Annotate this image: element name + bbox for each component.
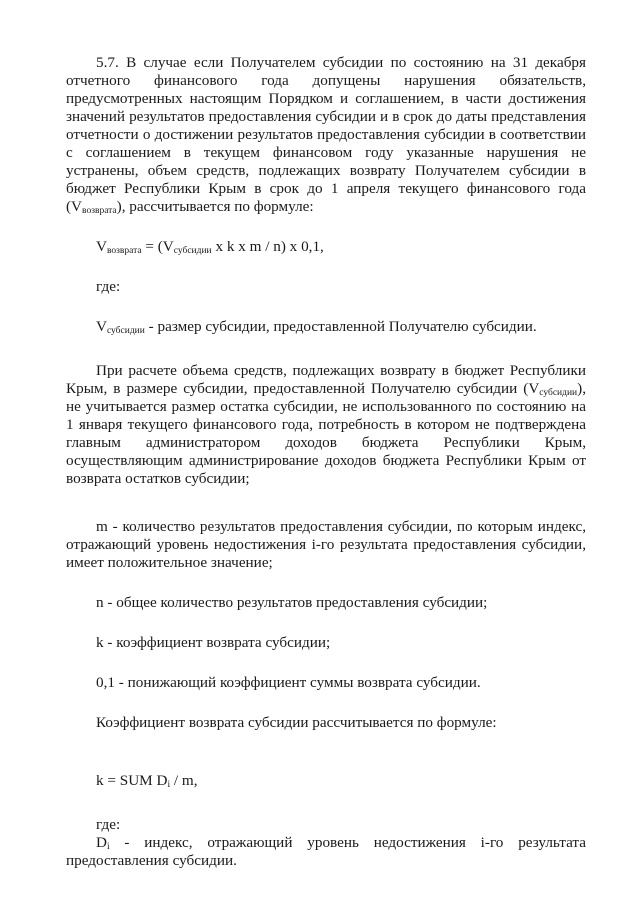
formula-sub-subsidii: субсидии <box>173 246 212 256</box>
formula-tail: x k x m / n) x 0,1, <box>211 238 324 255</box>
where-label-2: где: <box>96 816 121 833</box>
formula-return-volume <box>66 238 586 256</box>
formula-v: V <box>96 238 107 255</box>
paragraph-calculation <box>66 362 586 488</box>
formula-sub-vozvrata: возврата <box>106 246 142 256</box>
definition-v: V <box>96 318 107 335</box>
definition-d <box>66 834 586 870</box>
document-page <box>66 54 586 870</box>
paragraph-calculation-sub: субсидии <box>539 388 578 398</box>
definition-v-subsidii <box>66 318 586 336</box>
formula-k-sub: i <box>167 780 171 790</box>
formula-k <box>66 772 586 790</box>
paragraph-5-7-text-a: 5.7. В случае если Получателем субсидии по состоянию на 31 декабря отчетного финансового года допущены нарушения обязательств, предусмотренных настоящим Порядком и соглашением, в части достижения значений результатов предоставления субсидии и в срок до даты представления отчетности о достижении результатов предоставления субсидии в соответствии с соглашением в текущем финансовом году указанные нарушения не устранены, объем средств, подлежащих возврату Получателем субсидии в бюджет Республики Крым в срок до 1 апреля текущего финансового года (V <box>66 54 586 215</box>
where-label-1: где: <box>96 278 121 295</box>
definition-n: n - общее количество результатов предоставления субсидии; <box>96 594 488 611</box>
definition-m: m - количество результатов предоставления субсидии, по которым индекс, отражающий уровень недостижения i-го результата предоставления субсидии, имеет положительное значение; <box>66 518 586 571</box>
formula-k-lead: k = SUM D <box>96 772 168 789</box>
formula-mid: = (V <box>141 238 174 255</box>
definition-d-sub: i <box>106 842 110 852</box>
definition-d-letter: D <box>96 834 107 851</box>
definition-coefficient: 0,1 - понижающий коэффициент суммы возврата субсидии. <box>96 674 481 691</box>
paragraph-calculation-text-b: ), не учитывается размер остатка субсидии, не использованного по состоянию на 1 января текущего финансового года, потребность в котором не подтверждена главным администратором доходов бюджета Республики Крым, осуществляющим администрирование доходов бюджета Республики Крым от возврата остатков субсидии; <box>66 380 586 487</box>
definition-d-text: - индекс, отражающий уровень недостижения i-го результата предоставления субсидии. <box>66 834 586 869</box>
definition-v-sub: субсидии <box>106 326 145 336</box>
formula-k-tail: / m, <box>170 772 198 789</box>
definition-k: k - коэффициент возврата субсидии; <box>96 634 331 651</box>
paragraph-5-7-text-b: ), рассчитывается по формуле: <box>116 198 314 215</box>
paragraph-calculation-text-a: При расчете объема средств, подлежащих возврату в бюджет Республики Крым, в размере субсидии, предоставленной Получателю субсидии (V <box>66 362 586 397</box>
subscript-vozvrata: возврата <box>82 206 117 216</box>
paragraph-5-7 <box>66 54 586 216</box>
k-formula-intro: Коэффициент возврата субсидии рассчитывается по формуле: <box>96 714 497 731</box>
definition-v-text: - размер субсидии, предоставленной Получателю субсидии. <box>144 318 537 335</box>
